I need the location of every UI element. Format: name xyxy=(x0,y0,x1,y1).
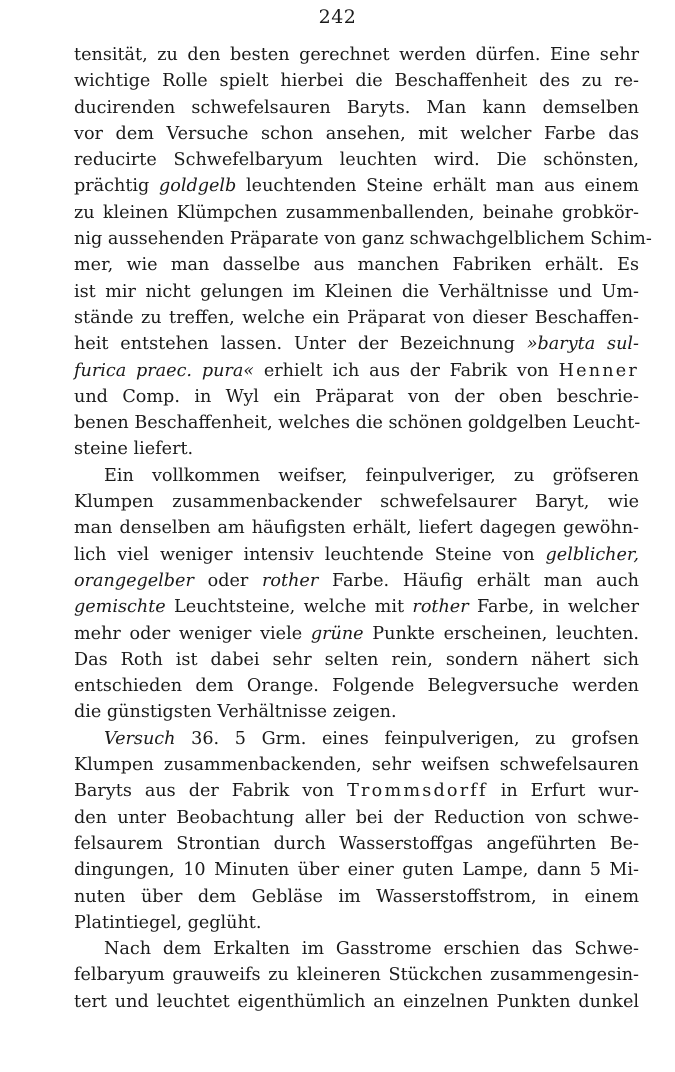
text-segment: orangegelber xyxy=(74,570,194,591)
text-segment: leuchtenden Steine erhält man aus einem xyxy=(236,176,639,197)
text-segment: Versuch xyxy=(104,728,176,749)
text-line: tensität, zu den besten gerechnet werden dürfen. Eine sehr xyxy=(74,45,639,65)
text-line xyxy=(74,173,639,199)
text-line xyxy=(74,594,639,620)
text-segment: mehr oder weniger viele xyxy=(74,623,311,644)
text-line: ist mir nicht gelungen im Kleinen die Verhältnisse und Um- xyxy=(74,281,639,302)
text-line: zu kleinen Klümpchen zusammenballenden, beinahe grobkör- xyxy=(74,202,639,223)
text-segment: grüne xyxy=(310,623,364,644)
text-line: mer, wie man dasselbe aus manchen Fabriken erhält. Es xyxy=(74,255,639,276)
text-segment: erhielt ich aus der Fabrik von xyxy=(254,360,559,381)
text-line xyxy=(74,726,639,752)
text-line: die günstigsten Verhältnisse zeigen. xyxy=(74,702,397,723)
text-line: wichtige Rolle spielt hierbei die Beschaffenheit des zu re- xyxy=(74,71,639,92)
text-line: ducirenden schwefelsauren Baryts. Man kann demselben xyxy=(74,97,639,118)
text-segment: Leuchtsteine, welche mit xyxy=(165,597,413,618)
text-segment: gemischte xyxy=(74,597,166,618)
text-segment: Trommsdorff xyxy=(347,781,488,802)
text-segment: lich viel weniger intensiv leuchtende Steine von xyxy=(74,544,546,565)
body-text xyxy=(74,42,652,1015)
text-line: benen Beschaffenheit, welches die schönen goldgelben Leucht- xyxy=(74,413,641,434)
text-line xyxy=(74,568,639,594)
text-line: Platintiegel, geglüht. xyxy=(74,912,262,933)
text-segment: rother xyxy=(412,597,469,618)
text-line: dingungen, 10 Minuten über einer guten Lampe, dann 5 Mi- xyxy=(74,860,639,881)
text-segment: 36. 5 Grm. eines feinpulverigen, zu grofsen xyxy=(175,728,639,749)
text-segment: furica praec. pura« xyxy=(74,360,255,381)
text-segment: in Erfurt wur- xyxy=(487,781,639,802)
text-line: Ein vollkommen weifser, feinpulveriger, zu gröfseren xyxy=(104,465,639,486)
text-line: und Comp. in Wyl ein Präparat von der oben beschrie- xyxy=(74,386,639,407)
text-segment: prächtig xyxy=(74,176,160,197)
text-line xyxy=(74,358,639,384)
text-line xyxy=(74,331,639,357)
text-segment: Farbe, in welcher xyxy=(468,597,639,618)
text-segment: Punkte erscheinen, leuchten. xyxy=(363,623,640,644)
text-line: den unter Beobachtung aller bei der Reduction von schwe- xyxy=(74,807,639,828)
text-segment: Farbe. Häufig erhält man auch xyxy=(318,570,639,591)
text-line xyxy=(74,778,639,804)
text-line: vor dem Versuche schon ansehen, mit welcher Farbe das xyxy=(74,123,639,144)
text-line: Klumpen zusammenbackenden, sehr weifsen schwefelsauren xyxy=(74,755,639,776)
text-line: nuten über dem Gebläse im Wasserstoffstrom, in einem xyxy=(74,886,639,907)
text-line: tert und leuchtet eigenthümlich an einzelnen Punkten dunkel xyxy=(74,991,639,1012)
text-line: nig aussehenden Präparate von ganz schwachgelblichem Schim- xyxy=(74,229,652,250)
text-line: reducirte Schwefelbaryum leuchten wird. Die schönsten, xyxy=(74,150,639,171)
text-segment: goldgelb xyxy=(159,176,237,197)
text-line: Das Roth ist dabei sehr selten rein, sondern nähert sich xyxy=(74,649,639,670)
text-line: Klumpen zusammenbackender schwefelsaurer Baryt, wie xyxy=(74,492,639,513)
text-segment: oder xyxy=(193,570,262,591)
text-segment: »baryta sul- xyxy=(526,334,639,355)
text-segment: heit entstehen lassen. Unter der Bezeichnung xyxy=(74,334,527,355)
text-segment: Henner xyxy=(558,360,640,381)
text-segment: rother xyxy=(262,570,319,591)
text-line: stände zu treffen, welche ein Präparat von dieser Beschaffen- xyxy=(74,307,639,328)
text-line: Nach dem Erkalten im Gasstrome erschien das Schwe- xyxy=(104,939,639,960)
page-number: 242 xyxy=(318,6,357,28)
text-line: felsaurem Strontian durch Wasserstoffgas angeführten Be- xyxy=(74,833,639,854)
text-line: entschieden dem Orange. Folgende Belegversuche werden xyxy=(74,676,639,697)
text-segment: Baryts aus der Fabrik von xyxy=(74,781,348,802)
text-line: felbaryum grauweifs zu kleineren Stückchen zusammengesin- xyxy=(74,965,639,986)
text-line xyxy=(74,542,639,568)
text-line: man denselben am häufigsten erhält, liefert dagegen gewöhn- xyxy=(74,518,639,539)
text-line xyxy=(74,621,639,647)
text-segment: gelblicher, xyxy=(545,544,639,565)
text-line: steine liefert. xyxy=(74,439,194,460)
